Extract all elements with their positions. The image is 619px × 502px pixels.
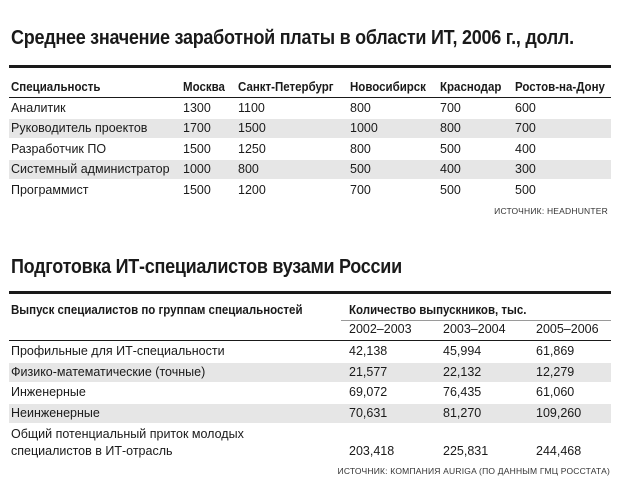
table-cell: 700 <box>350 182 371 197</box>
table-row <box>9 140 611 159</box>
col-header-novosibirsk: Новосибирск <box>350 80 426 94</box>
table-cell: 1500 <box>183 182 211 197</box>
total-value: 203,418 <box>349 444 395 458</box>
row-label: Физико-математические (точные) <box>11 364 206 379</box>
row-label: Системный администратор <box>11 162 170 177</box>
table-row <box>9 342 611 361</box>
table-cell: 1300 <box>183 101 211 115</box>
row-label: Неинженерные <box>11 406 100 421</box>
training-table-title: Подготовка ИТ-специалистов вузами России <box>11 256 402 278</box>
divider <box>9 340 611 341</box>
training-total-row <box>9 427 611 461</box>
table-cell: 500 <box>350 162 371 177</box>
col-header-group: Выпуск специалистов по группам специальностей <box>11 303 303 317</box>
table-cell: 61,060 <box>536 385 575 400</box>
table-cell: 400 <box>440 162 461 177</box>
table-cell: 1250 <box>238 141 266 156</box>
total-value: 225,831 <box>443 444 489 458</box>
year-header-2005-2006: 2005–2006 <box>536 322 599 336</box>
col-header-moscow: Москва <box>183 80 225 94</box>
table-cell: 45,994 <box>443 344 482 358</box>
table-cell: 500 <box>440 182 461 197</box>
table-row <box>9 404 611 423</box>
table-cell: 42,138 <box>349 344 388 358</box>
table-cell: 500 <box>440 141 461 156</box>
table-row <box>9 363 611 382</box>
table-cell: 700 <box>515 121 536 136</box>
table-cell: 800 <box>350 101 371 115</box>
col-header-specialty: Специальность <box>11 80 101 94</box>
table-cell: 1500 <box>183 141 211 156</box>
table-cell: 300 <box>515 162 536 177</box>
table-cell: 109,260 <box>536 406 582 421</box>
col-header-spb: Санкт-Петербург <box>238 80 334 94</box>
row-label: Аналитик <box>11 101 66 115</box>
training-source: ИСТОЧНИК: КОМПАНИЯ AURIGA (ПО ДАННЫМ ГМЦ РОССТАТА) <box>337 466 610 476</box>
salary-table-title: Среднее значение заработной платы в области ИТ, 2006 г., долл. <box>11 27 574 49</box>
divider <box>9 97 611 98</box>
table-cell: 700 <box>440 101 461 115</box>
divider <box>9 291 611 294</box>
row-label: Профильные для ИТ-специальности <box>11 344 225 358</box>
total-value: 244,468 <box>536 444 582 458</box>
row-label: Руководитель проектов <box>11 121 148 136</box>
year-header-2003-2004: 2003–2004 <box>443 322 506 336</box>
table-cell: 1000 <box>350 121 378 136</box>
table-cell: 21,577 <box>349 364 388 379</box>
row-label: Программист <box>11 182 89 197</box>
divider <box>341 320 611 321</box>
table-row <box>9 160 611 179</box>
salary-header-row <box>9 80 611 97</box>
table-row <box>9 119 611 138</box>
table-cell: 1500 <box>238 121 266 136</box>
table-cell: 800 <box>350 141 371 156</box>
table-cell: 1700 <box>183 121 211 136</box>
table-cell: 800 <box>238 162 259 177</box>
table-cell: 70,631 <box>349 406 388 421</box>
table-cell: 1000 <box>183 162 211 177</box>
col-header-rostov: Ростов-на-Дону <box>515 80 605 94</box>
table-cell: 1200 <box>238 182 266 197</box>
table-cell: 400 <box>515 141 536 156</box>
table-cell: 12,279 <box>536 364 575 379</box>
table-cell: 600 <box>515 101 536 115</box>
total-label-line2: специалистов в ИТ-отрасль <box>11 444 173 458</box>
salary-source: ИСТОЧНИК: HEADHUNTER <box>494 206 608 216</box>
divider <box>9 65 611 68</box>
table-cell: 22,132 <box>443 364 482 379</box>
table-cell: 800 <box>440 121 461 136</box>
col-header-count: Количество выпускников, тыс. <box>349 303 527 317</box>
table-row <box>9 383 611 402</box>
table-row <box>9 181 611 200</box>
table-cell: 69,072 <box>349 385 388 400</box>
row-label: Разработчик ПО <box>11 141 107 156</box>
col-header-krasnodar: Краснодар <box>440 80 502 94</box>
table-cell: 76,435 <box>443 385 482 400</box>
table-cell: 81,270 <box>443 406 482 421</box>
table-cell: 1100 <box>238 101 265 115</box>
total-label-line1: Общий потенциальный приток молодых <box>11 427 244 441</box>
year-header-2002-2003: 2002–2003 <box>349 322 412 336</box>
row-label: Инженерные <box>11 385 86 400</box>
table-cell: 61,869 <box>536 344 575 358</box>
table-row <box>9 99 611 118</box>
table-cell: 500 <box>515 182 536 197</box>
